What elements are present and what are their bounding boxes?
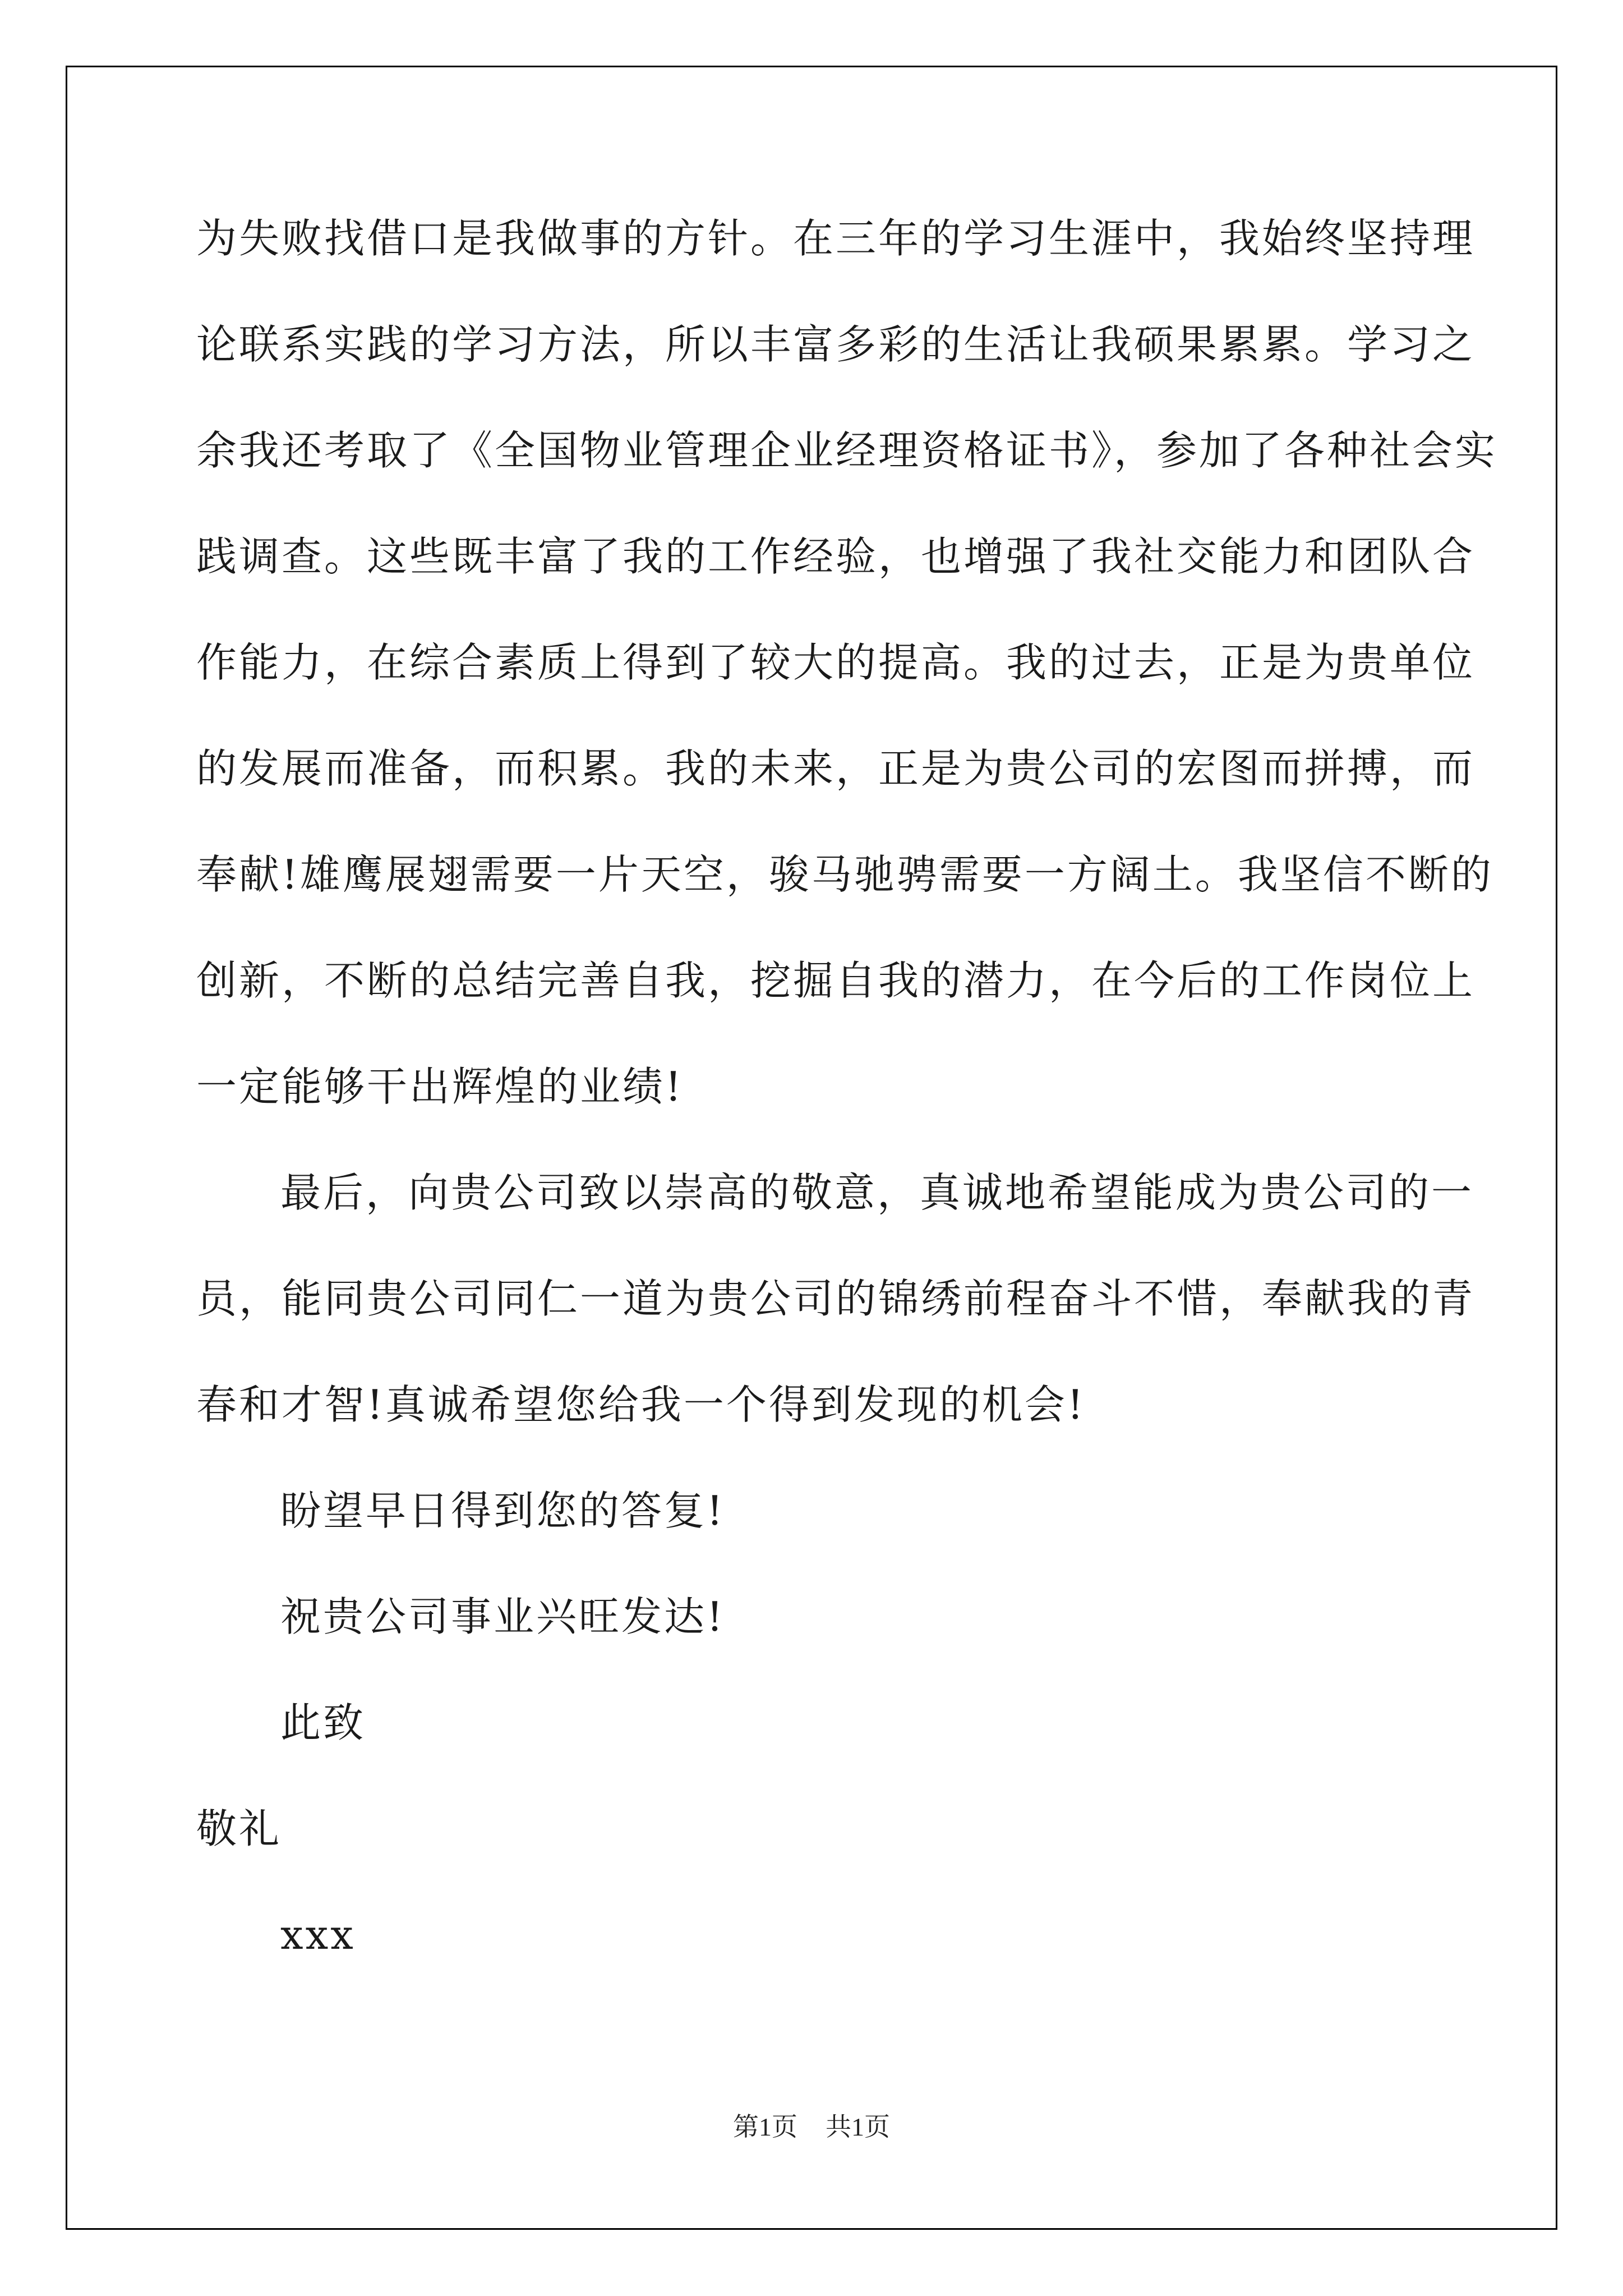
closing-regards: 敬礼 bbox=[196, 1805, 282, 1852]
text-line-8: 创新，不断的总结完善自我，挖掘自我的潜力，在今后的工作岗位上 bbox=[196, 957, 1476, 1004]
page-number: 第1页 bbox=[733, 2113, 797, 2141]
letter-body bbox=[196, 208, 1498, 2010]
signature: xxx bbox=[280, 1911, 356, 1958]
text-line-1: 为失败找借口是我做事的方针。在三年的学习生涯中，我始终坚持理 bbox=[196, 215, 1476, 262]
closing-salutation: 此致 bbox=[280, 1699, 366, 1746]
page-total: 共1页 bbox=[826, 2113, 890, 2141]
text-line-5: 作能力，在综合素质上得到了较大的提高。我的过去，正是为贵单位 bbox=[196, 639, 1476, 686]
text-line-9: 一定能够干出辉煌的业绩! bbox=[196, 1063, 684, 1110]
text-line-10: 最后，向贵公司致以崇高的敬意，真诚地希望能成为贵公司的一 bbox=[280, 1169, 1474, 1216]
text-line-11: 员，能同贵公司同仁一道为贵公司的锦绣前程奋斗不惜，奉献我的青 bbox=[196, 1275, 1476, 1322]
text-line-4: 践调查。这些既丰富了我的工作经验，也增强了我社交能力和团队合 bbox=[196, 533, 1476, 580]
text-line-14: 祝贵公司事业兴旺发达! bbox=[280, 1593, 725, 1640]
text-line-13: 盼望早日得到您的答复! bbox=[280, 1487, 725, 1534]
page-footer bbox=[0, 2106, 1623, 2143]
text-line-6: 的发展而准备，而积累。我的未来，正是为贵公司的宏图而拼搏，而 bbox=[196, 745, 1476, 792]
text-line-2: 论联系实践的学习方法，所以丰富多彩的生活让我硕果累累。学习之 bbox=[196, 321, 1476, 368]
text-line-12: 春和才智!真诚希望您给我一个得到发现的机会! bbox=[196, 1381, 1086, 1428]
text-line-3: 余我还考取了《全国物业管理企业经理资格证书》，参加了各种社会实 bbox=[196, 427, 1498, 474]
text-line-7: 奉献!雄鹰展翅需要一片天空，骏马驰骋需要一方阔土。我坚信不断的 bbox=[196, 851, 1493, 898]
